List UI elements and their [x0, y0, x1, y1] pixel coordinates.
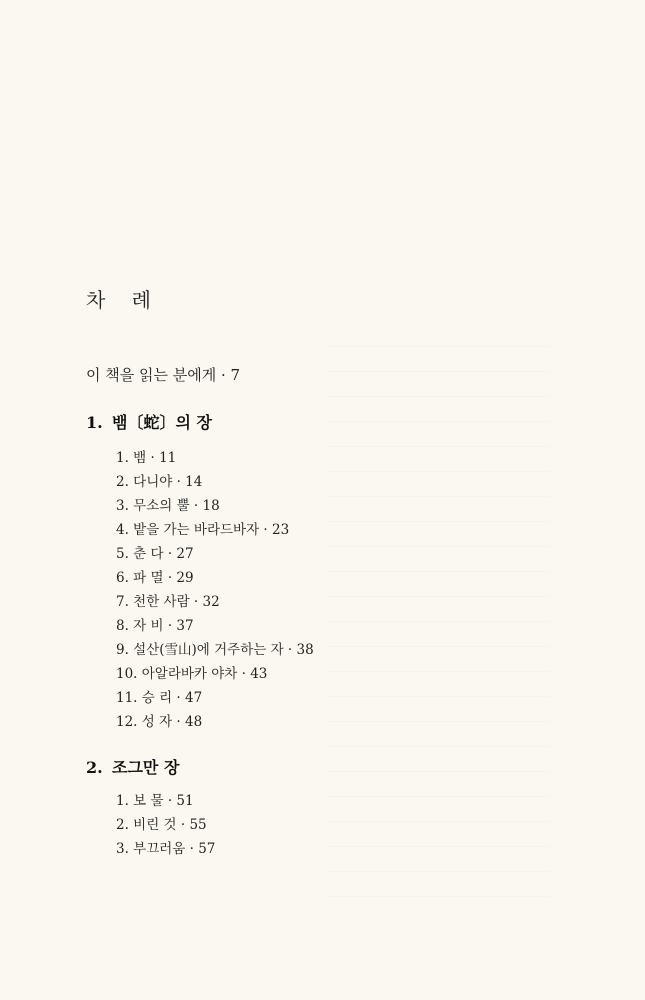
chapter-title: 조그만 장 [112, 758, 180, 777]
show-through-texture [330, 322, 550, 897]
toc-entry: 9. 설산(雪山)에 거주하는 자 · 38 [116, 642, 314, 658]
toc-entry: 1. 보 물 · 51 [116, 793, 194, 809]
chapter-1-entries [116, 446, 314, 734]
toc-entry: 7. 천한 사람 · 32 [116, 594, 220, 610]
toc-entry: 12. 성 자 · 48 [116, 714, 203, 730]
toc-entry: 11. 승 리 · 47 [116, 690, 203, 706]
chapter-number: 2. [86, 758, 103, 777]
toc-entry: 4. 밭을 가는 바라드바자 · 23 [116, 522, 290, 538]
chapter-heading-1 [86, 410, 212, 433]
toc-title: 차 례 [86, 288, 161, 312]
toc-entry: 10. 아알라바카 야차 · 43 [116, 666, 268, 682]
toc-entry: 5. 춘 다 · 27 [116, 546, 194, 562]
toc-entry: 6. 파 멸 · 29 [116, 570, 194, 586]
toc-entry: 8. 자 비 · 37 [116, 618, 194, 634]
toc-entry: 3. 무소의 뿔 · 18 [116, 498, 220, 514]
toc-entry: 1. 뱀 · 11 [116, 450, 177, 466]
chapter-heading-2 [86, 755, 179, 778]
toc-entry: 2. 다니야 · 14 [116, 474, 203, 490]
chapter-number: 1. [86, 413, 103, 432]
toc-entry: 3. 부끄러움 · 57 [116, 841, 216, 857]
chapter-title: 뱀〔蛇〕의 장 [112, 413, 212, 432]
toc-preface-entry: 이 책을 읽는 분에게 · 7 [86, 366, 241, 384]
toc-entry: 2. 비린 것 · 55 [116, 817, 207, 833]
chapter-2-entries [116, 789, 215, 861]
